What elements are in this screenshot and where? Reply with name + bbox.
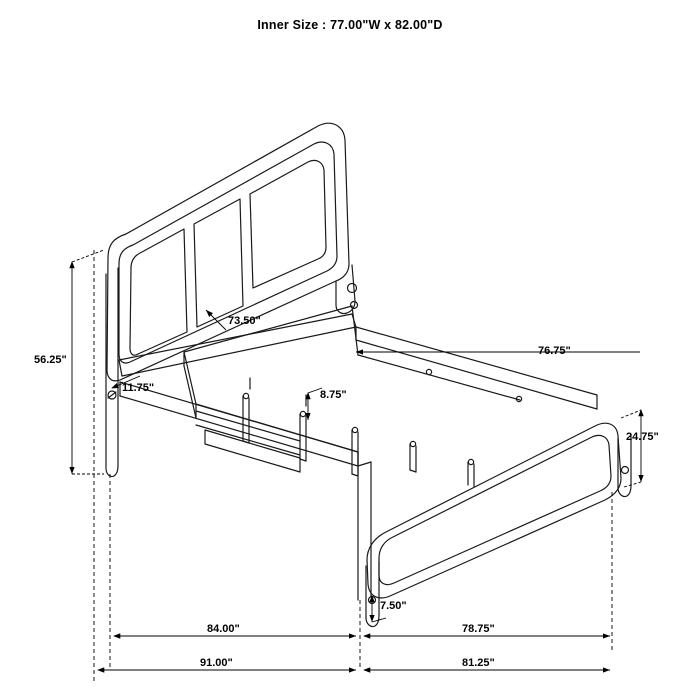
dimension-label-headboard-width: 73.50" xyxy=(228,315,261,327)
dimension-label-footboard-height: 24.75" xyxy=(626,431,659,443)
page-title: Inner Size : 77.00"W x 82.00"D xyxy=(257,18,443,32)
dimension-label-slat-height: 8.75" xyxy=(320,389,347,401)
dimension-label-footboard-clearance: 7.50" xyxy=(380,600,407,612)
bed-outline xyxy=(106,123,631,626)
dimension-label-side-rail-depth: 76.75" xyxy=(538,345,571,357)
dimension-label-headboard-height: 56.25" xyxy=(34,354,67,366)
dimension-label-overall-front: 91.00" xyxy=(200,657,233,669)
dimension-label-rail-inner: 11.75" xyxy=(122,382,155,394)
dimension-label-overall-back: 81.25" xyxy=(462,657,495,669)
dimension-label-depth-back: 78.75" xyxy=(462,623,495,635)
dimension-lines xyxy=(72,250,641,684)
dimension-label-depth-front: 84.00" xyxy=(207,623,240,635)
